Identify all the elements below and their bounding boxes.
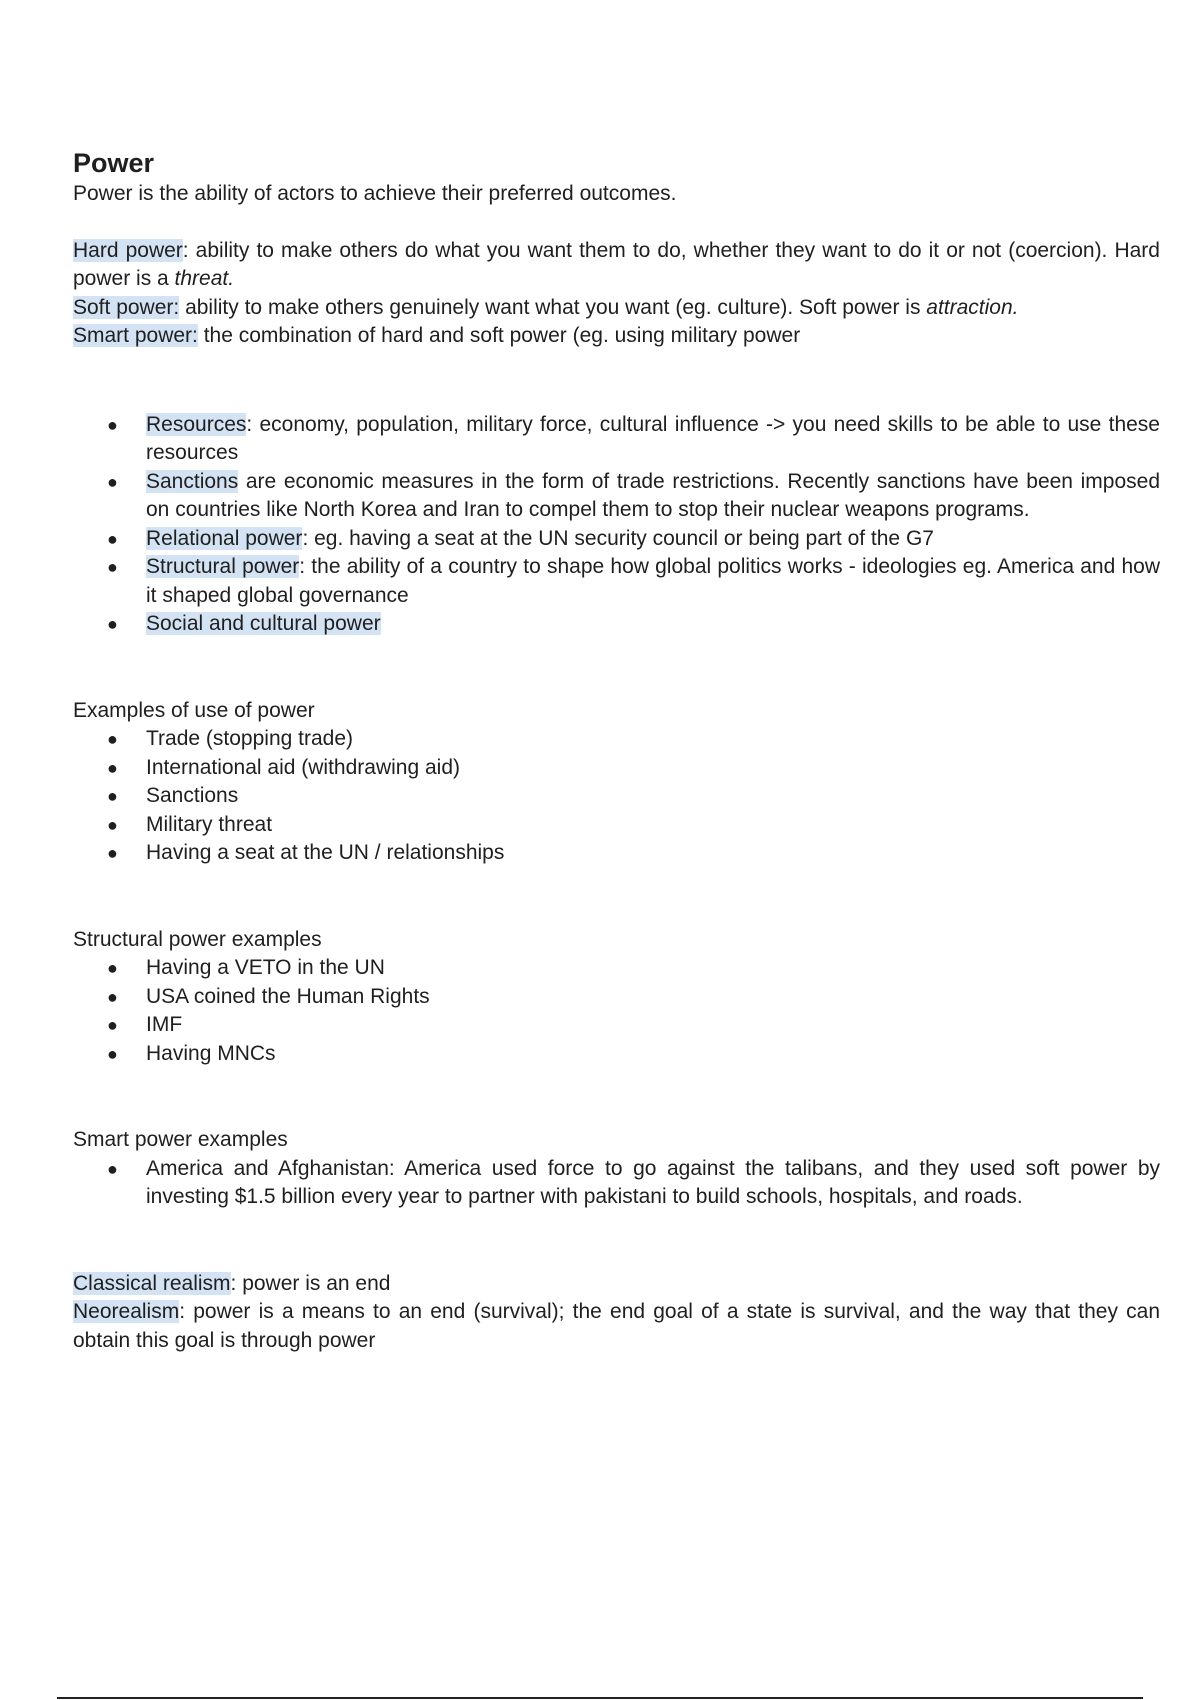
document-page xyxy=(73,146,1160,1355)
bullet-icon: ● xyxy=(107,614,118,634)
list-item-text: Military threat xyxy=(146,812,273,836)
bullet-icon: ● xyxy=(107,1015,118,1035)
neorealism-definition xyxy=(73,1298,1160,1355)
hard-power-definition xyxy=(73,237,1160,294)
list-item xyxy=(73,610,1160,639)
classical-realism-text: : power is an end xyxy=(230,1271,391,1295)
list-item-text: are economic measures in the form of trade restrictions. Recently sanctions have been imposed on countries like North Korea and Iran to compel them to stop their nuclear weapons programs. xyxy=(146,469,1160,521)
bullet-icon: ● xyxy=(107,1158,118,1179)
examples-heading: Examples of use of power xyxy=(73,698,315,722)
bullet-icon: ● xyxy=(107,843,118,863)
list-item xyxy=(73,983,1160,1012)
neorealism-term: Neorealism xyxy=(73,1300,180,1323)
smart-examples-heading: Smart power examples xyxy=(73,1128,288,1151)
list-item xyxy=(73,725,1160,754)
list-item xyxy=(73,811,1160,840)
hard-power-text: : ability to make others do what you want them to do, whether they want to do it or not (coercion). Hard power is a xyxy=(73,238,1160,290)
list-item xyxy=(73,782,1160,811)
smart-examples-list xyxy=(73,1155,1160,1212)
classical-realism-definition xyxy=(73,1270,1160,1299)
list-item-text: International aid (withdrawing aid) xyxy=(146,755,461,779)
page-title: Power xyxy=(73,148,155,178)
bullet-icon: ● xyxy=(107,986,118,1007)
list-item xyxy=(73,525,1160,554)
bullet-icon: ● xyxy=(107,958,118,978)
soft-power-emphasis: attraction. xyxy=(926,295,1019,319)
list-item-text: : eg. having a seat at the UN security council or being part of the G7 xyxy=(302,526,934,550)
list-item xyxy=(73,553,1160,610)
bullet-icon: ● xyxy=(107,729,118,749)
list-item-term: Relational power xyxy=(146,526,303,550)
bullet-icon: ● xyxy=(107,557,118,577)
list-item-text: Having a VETO in the UN xyxy=(146,956,385,979)
list-item xyxy=(73,954,1160,983)
list-item xyxy=(73,839,1160,868)
list-item-text: America and Afghanistan: America used force to go against the talibans, and they used soft power by investing $1.5 billion every year to partner with pakistani to build schools, hospitals, and roads. xyxy=(146,1156,1160,1208)
soft-power-text: ability to make others genuinely want what you want (eg. culture). Soft power is xyxy=(179,295,927,319)
bullet-icon: ● xyxy=(107,814,118,835)
intro-text: Power is the ability of actors to achieve their preferred outcomes. xyxy=(73,182,677,205)
power-sources-list xyxy=(73,411,1160,639)
list-item-text: Trade (stopping trade) xyxy=(146,727,353,750)
list-item-text: Having MNCs xyxy=(146,1041,276,1065)
list-item-text: : the ability of a country to shape how global politics works - ideologies eg. America and how it shaped global governance xyxy=(146,555,1160,607)
classical-realism-term: Classical realism xyxy=(73,1271,231,1295)
list-item xyxy=(73,754,1160,783)
bullet-icon: ● xyxy=(107,757,118,778)
list-item-term: Structural power xyxy=(146,555,300,578)
list-item xyxy=(73,468,1160,525)
list-item xyxy=(73,1011,1160,1040)
list-item xyxy=(73,1155,1160,1212)
list-item xyxy=(73,411,1160,468)
list-item-term: Resources xyxy=(146,412,247,436)
examples-list xyxy=(73,725,1160,868)
list-item-text: Sanctions xyxy=(146,784,239,807)
soft-power-definition xyxy=(73,294,1160,323)
list-item-text: : economy, population, military force, cultural influence -> you need skills to be able to use these resources xyxy=(146,412,1160,464)
list-item-text: USA coined the Human Rights xyxy=(146,984,430,1008)
soft-power-term: Soft power: xyxy=(73,295,180,319)
hard-power-term: Hard power xyxy=(73,238,183,262)
page-bottom-rule xyxy=(57,1697,1143,1699)
bullet-icon: ● xyxy=(107,528,118,549)
list-item xyxy=(73,1040,1160,1069)
bullet-icon: ● xyxy=(107,414,118,435)
bullet-icon: ● xyxy=(107,471,118,492)
bullet-icon: ● xyxy=(107,1043,118,1064)
hard-power-emphasis: threat. xyxy=(174,267,235,290)
list-item-text: IMF xyxy=(146,1013,183,1036)
list-item-term: Sanctions xyxy=(146,469,239,493)
bullet-icon: ● xyxy=(107,786,118,806)
list-item-text: Having a seat at the UN / relationships xyxy=(146,841,505,864)
smart-power-text: the combination of hard and soft power (eg. using military power xyxy=(197,324,801,347)
smart-power-term: Smart power: xyxy=(73,324,198,347)
list-item-term: Social and cultural power xyxy=(146,612,381,635)
smart-power-definition xyxy=(73,322,1160,351)
structural-examples-list xyxy=(73,954,1160,1068)
structural-examples-heading: Structural power examples xyxy=(73,927,322,951)
neorealism-text: : power is a means to an end (survival); the end goal of a state is survival, and the way that they can obtain this goal is through power xyxy=(73,1300,1160,1352)
